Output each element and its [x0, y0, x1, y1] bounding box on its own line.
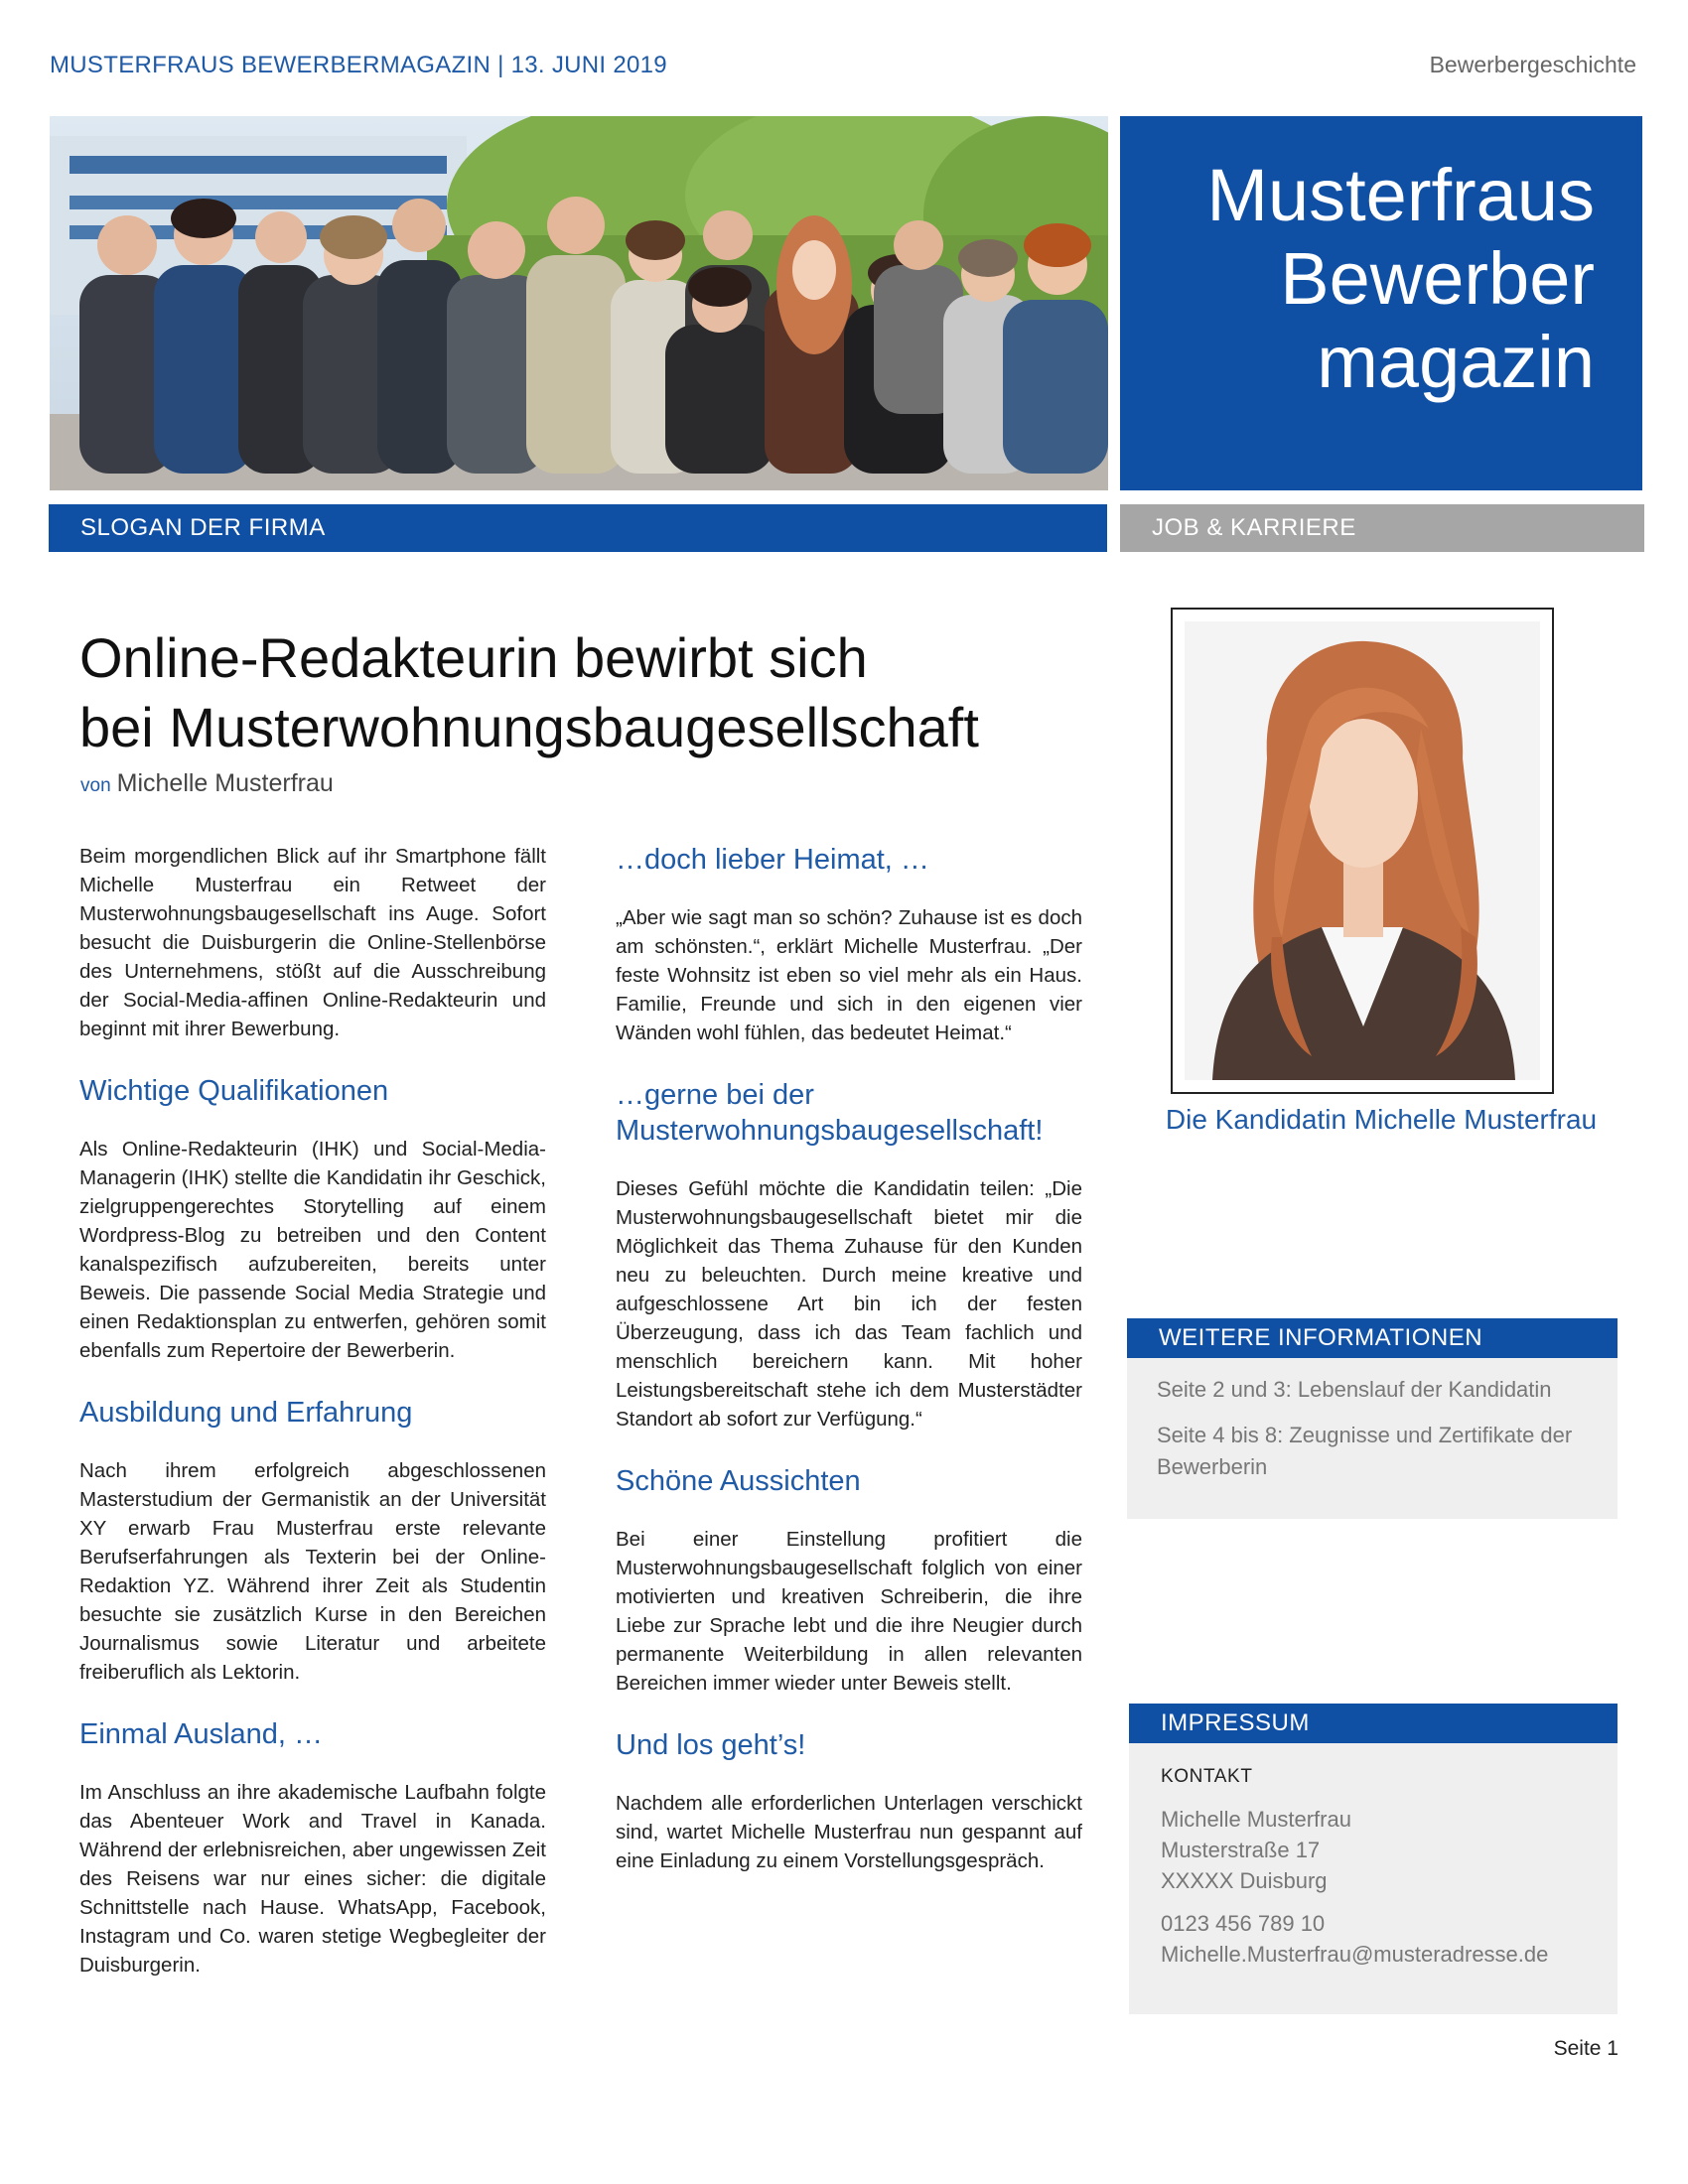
paragraph: Als Online-Redakteurin (IHK) und Social-Media-Managerin (IHK) stellte die Kandidatin ihr Geschick, zielgruppengerechtes Storytelling auf einem Wordpress-Blog zu betreiben und den Content kanalspezifisch aufzubereiten, bereits unter Beweis. Die passende Social Media Strategie und einen Redaktionsplan zu entwerfen, gehören somit ebenfalls zum Repertoire der Bewerberin.	[79, 1138, 546, 1362]
section-heading: Einmal Ausland, …	[79, 1718, 324, 1750]
headline-line-1: Online-Redakteurin bewirbt sich	[79, 626, 868, 689]
impressum-panel	[1129, 1704, 1618, 2014]
woman-avatar-icon	[1173, 610, 1552, 1092]
section-bar: JOB & KARRIERE	[1120, 504, 1644, 552]
portrait-caption: Die Kandidatin Michelle Musterfrau	[1165, 1104, 1598, 1135]
contact-city: XXXXX Duisburg	[1161, 1868, 1328, 1893]
headline-line-2: bei Musterwohnungsbaugesellschaft	[79, 696, 979, 758]
info-panel	[1127, 1318, 1618, 1519]
section-heading: Wichtige Qualifikationen	[79, 1075, 389, 1107]
page-number: Seite 1	[1553, 2037, 1618, 2060]
contact-street: Musterstraße 17	[1161, 1838, 1321, 1862]
section-heading: …doch lieber Heimat, …	[616, 844, 929, 876]
paragraph: Bei einer Einstellung profitiert die Musterwohnungsbaugesellschaft folglich von einer motivierten und kreativen Schreiberin, die ihre Liebe zur Sprache lebt und die ihre Neugier durch permanente Weiterbildung in allen relevanten Bereichen immer wieder unter Beweis stellt.	[616, 1528, 1082, 1695]
paragraph: Im Anschluss an ihre akademische Laufbahn folgte das Abenteuer Work and Travel in Kanada. Während der erlebnisreichen, aber ungewissen Zeit des Reisens war nur eines sicher: die digitale Schnittstelle nach Hause. WhatsApp, Facebook, Instagram und Co. waren stetige Wegbegleiter der Duisburgerin.	[79, 1781, 546, 1977]
article-column-2	[616, 842, 1082, 1875]
header-category: Bewerbergeschichte	[1429, 52, 1636, 77]
info-item: Seite 4 bis 8: Zeugnisse und Zertifikate der Bewerberin	[1157, 1423, 1573, 1479]
article-column-1	[79, 842, 546, 1979]
paragraph: „Aber wie sagt man so schön? Zuhause ist es doch am schönsten.“, erklärt Michelle Musterfrau. „Der feste Wohnsitz ist eben so viel mehr als ein Haus. Familie, Freunde und sich in den eigenen vier Wänden wohl fühlen, das bedeutet Heimat.“	[616, 906, 1082, 1044]
paragraph: Nachdem alle erforderlichen Unterlagen verschickt sind, wartet Michelle Musterfrau nun gespannt auf eine Einladung zu einem Vorstellungsgespräch.	[616, 1792, 1082, 1872]
byline	[80, 769, 334, 798]
article-headline	[79, 623, 1072, 762]
intro-paragraph: Beim morgendlichen Blick auf ihr Smartphone fällt Michelle Musterfrau ein Retweet der Musterwohnungsbaugesellschaft ins Auge. Sofort besucht die Duisburgerin die Online-Stellenbörse des Unternehmens, stößt auf die Ausschreibung der Social-Media-affinen Online-Redakteurin und beginnt mit ihrer Bewerbung.	[79, 845, 546, 1040]
contact-email[interactable]: Michelle.Musterfrau@musteradresse.de	[1161, 1942, 1549, 1967]
kontakt-label: KONTAKT	[1161, 1766, 1253, 1787]
slogan-bar: SLOGAN DER FIRMA	[49, 504, 1107, 552]
section-heading: Und los geht’s!	[616, 1729, 806, 1761]
magazine-header: MUSTERFRAUS BEWERBERMAGAZIN | 13. JUNI 2019	[50, 52, 667, 78]
info-panel-title: WEITERE INFORMATIONEN	[1127, 1318, 1618, 1358]
section-heading: Schöne Aussichten	[616, 1465, 861, 1497]
magazine-title	[1120, 116, 1642, 490]
info-item: Seite 2 und 3: Lebenslauf der Kandidatin	[1157, 1377, 1552, 1402]
impressum-body	[1129, 1743, 1618, 2014]
byline-prefix: von	[80, 775, 111, 796]
byline-author: Michelle Musterfrau	[116, 769, 334, 797]
section-heading: …gerne bei der Musterwohnungsbaugesellschaft!	[616, 1079, 1044, 1147]
candidate-portrait	[1171, 608, 1554, 1094]
title-line-3: magazin	[1317, 321, 1595, 403]
contact-phone: 0123 456 789 10	[1161, 1911, 1326, 1936]
impressum-title: IMPRESSUM	[1129, 1704, 1618, 1743]
group-photo	[50, 116, 1108, 490]
section-heading: Ausbildung und Erfahrung	[79, 1397, 413, 1429]
title-line-2: Bewerber	[1280, 237, 1595, 320]
info-panel-body	[1127, 1358, 1618, 1519]
paragraph: Nach ihrem erfolgreich abgeschlossenen Masterstudium der Germanistik an der Universität XY erwarb Frau Musterfrau erste relevante Berufserfahrungen als Texterin bei der Online-Redaktion YZ. Während ihrer Zeit als Studentin besuchte sie zusätzlich Kurse in den Bereichen Journalismus sowie Literatur und arbeitete freiberuflich als Lektorin.	[79, 1459, 546, 1684]
contact-name: Michelle Musterfrau	[1161, 1807, 1351, 1832]
paragraph: Dieses Gefühl möchte die Kandidatin teilen: „Die Musterwohnungsbaugesellschaft bietet mir die Möglichkeit das Thema Zuhause für den Kunden neu zu beleuchten. Durch meine kreative und aufgeschlossene Art bin ich der festen Überzeugung, dass ich das Team fachlich und menschlich bereichern kann. Mit hoher Leistungsbereitschaft stehe ich dem Musterstädter Standort ab sofort zur Verfügung.“	[616, 1177, 1082, 1431]
title-line-1: Musterfraus	[1206, 154, 1595, 236]
